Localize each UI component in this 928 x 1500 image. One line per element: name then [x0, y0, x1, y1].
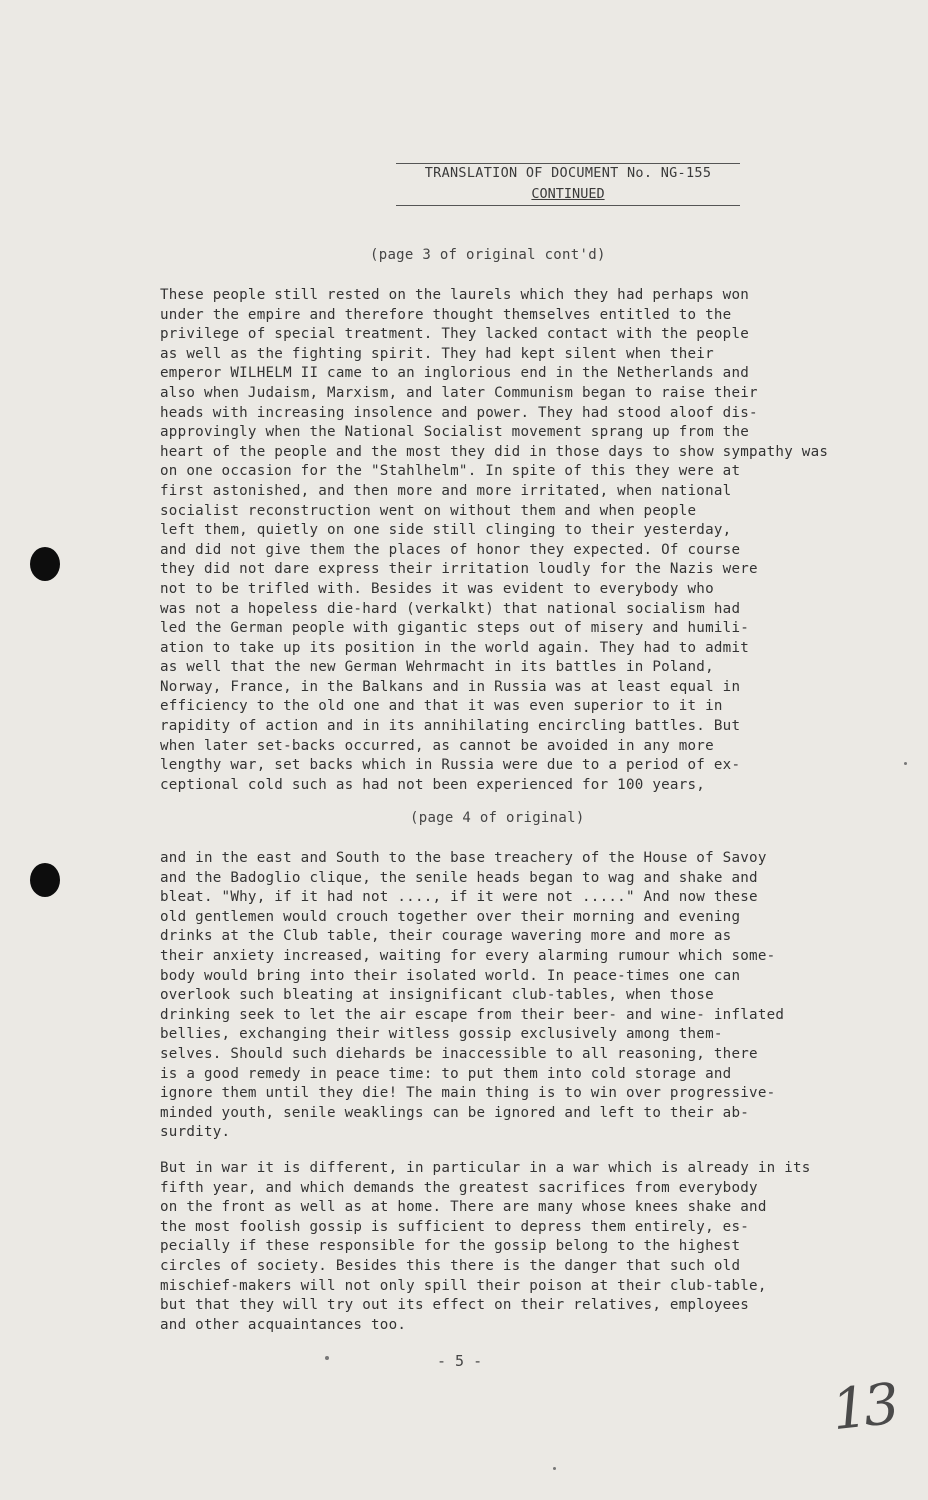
- paragraph-2: [160, 849, 860, 1143]
- text-line: efficiency to the old one and that it was even superior to it in: [160, 698, 723, 715]
- text-line: bellies, exchanging their witless gossip exclusively among them-: [160, 1026, 723, 1043]
- text-line: circles of society. Besides this there is the danger that such old: [160, 1257, 741, 1274]
- header-rule-top: [396, 163, 740, 164]
- text-line: minded youth, senile weaklings can be ignored and left to their ab-: [160, 1104, 750, 1121]
- text-line: drinking seek to let the air escape from their beer- and wine- inflated: [160, 1006, 785, 1023]
- page-number: - 5 -: [437, 1352, 483, 1370]
- text-line: also when Judaism, Marxism, and later Communism began to raise their: [160, 384, 758, 401]
- text-line: their anxiety increased, waiting for every alarming rumour which some-: [160, 947, 776, 964]
- text-line: first astonished, and then more and more irritated, when national: [160, 482, 732, 499]
- text-line: bleat. "Why, if it had not ...., if it were not ....." And now these: [160, 889, 758, 906]
- text-line: mischief-makers will not only spill their poison at their club-table,: [160, 1277, 767, 1294]
- paragraph-1: [160, 286, 860, 795]
- text-line: old gentlemen would crouch together over their morning and evening: [160, 908, 741, 925]
- text-line: ignore them until they die! The main thing is to win over progressive-: [160, 1085, 776, 1102]
- text-line: selves. Should such diehards be inaccessible to all reasoning, there: [160, 1045, 758, 1062]
- page-reference-4: (page 4 of original): [410, 810, 585, 826]
- text-line: as well as the fighting spirit. They had kept silent when their: [160, 345, 714, 362]
- text-line: ceptional cold such as had not been experienced for 100 years,: [160, 776, 706, 793]
- text-line: under the empire and therefore thought themselves entitled to the: [160, 306, 732, 323]
- text-line: and did not give them the places of honor they expected. Of course: [160, 541, 741, 558]
- text-line: surdity.: [160, 1124, 231, 1141]
- text-line: emperor WILHELM II came to an inglorious end in the Netherlands and: [160, 365, 750, 382]
- text-line: These people still rested on the laurels which they had perhaps won: [160, 287, 750, 303]
- text-line: overlook such bleating at insignificant club-tables, when those: [160, 987, 714, 1004]
- text-line: heart of the people and the most they did in those days to show sympathy was: [160, 443, 829, 460]
- paper-speck: [325, 1356, 329, 1360]
- text-line: fifth year, and which demands the greatest sacrifices from everybody: [160, 1179, 758, 1196]
- header-rule-bottom: [396, 205, 740, 206]
- page-reference-3: (page 3 of original cont'd): [370, 247, 606, 263]
- document-title: TRANSLATION OF DOCUMENT No. NG-155: [424, 165, 712, 181]
- text-line: led the German people with gigantic steps out of misery and humili-: [160, 620, 750, 637]
- text-line: the most foolish gossip is sufficient to depress them entirely, es-: [160, 1218, 750, 1235]
- text-line: left them, quietly on one side still clinging to their yesterday,: [160, 522, 732, 539]
- document-header: [396, 165, 740, 203]
- text-line: was not a hopeless die-hard (verkalkt) that national socialism had: [160, 600, 741, 617]
- text-line: on one occasion for the "Stahlhelm". In spite of this they were at: [160, 463, 741, 480]
- text-line: lengthy war, set backs which in Russia were due to a period of ex-: [160, 757, 741, 774]
- text-line: But in war it is different, in particular in a war which is already in its: [160, 1160, 811, 1176]
- text-line: body would bring into their isolated world. In peace-times one can: [160, 967, 741, 984]
- text-line: and the Badoglio clique, the senile heads began to wag and shake and: [160, 869, 758, 886]
- text-line: but that they will try out its effect on their relatives, employees: [160, 1297, 750, 1314]
- paper-speck: [553, 1467, 556, 1470]
- punch-hole-lower: [30, 863, 60, 897]
- text-line: drinks at the Club table, their courage wavering more and more as: [160, 928, 732, 945]
- text-line: on the front as well as at home. There are many whose knees shake and: [160, 1199, 767, 1216]
- text-line: rapidity of action and in its annihilating encircling battles. But: [160, 718, 741, 735]
- paragraph-3: [160, 1159, 860, 1335]
- text-line: not to be trifled with. Besides it was evident to everybody who: [160, 580, 714, 597]
- punch-hole-upper: [30, 547, 60, 581]
- text-line: heads with increasing insolence and power. They had stood aloof dis-: [160, 404, 758, 421]
- text-line: approvingly when the National Socialist movement sprang up from the: [160, 424, 750, 441]
- text-line: when later set-backs occurred, as cannot be avoided in any more: [160, 737, 714, 754]
- document-subtitle: CONTINUED: [531, 186, 605, 202]
- text-line: pecially if these responsible for the gossip belong to the highest: [160, 1238, 741, 1255]
- handwritten-page-note: 13: [828, 1371, 899, 1444]
- text-line: as well that the new German Wehrmacht in its battles in Poland,: [160, 659, 714, 676]
- text-line: is a good remedy in peace time: to put them into cold storage and: [160, 1065, 732, 1082]
- text-line: and in the east and South to the base treachery of the House of Savoy: [160, 850, 767, 866]
- text-line: privilege of special treatment. They lacked contact with the people: [160, 326, 750, 343]
- text-line: Norway, France, in the Balkans and in Russia was at least equal in: [160, 678, 741, 695]
- paper-speck: [904, 762, 907, 765]
- text-line: ation to take up its position in the world again. They had to admit: [160, 639, 750, 656]
- text-line: they did not dare express their irritation loudly for the Nazis were: [160, 561, 758, 578]
- text-line: and other acquaintances too.: [160, 1316, 407, 1333]
- text-line: socialist reconstruction went on without them and when people: [160, 502, 697, 519]
